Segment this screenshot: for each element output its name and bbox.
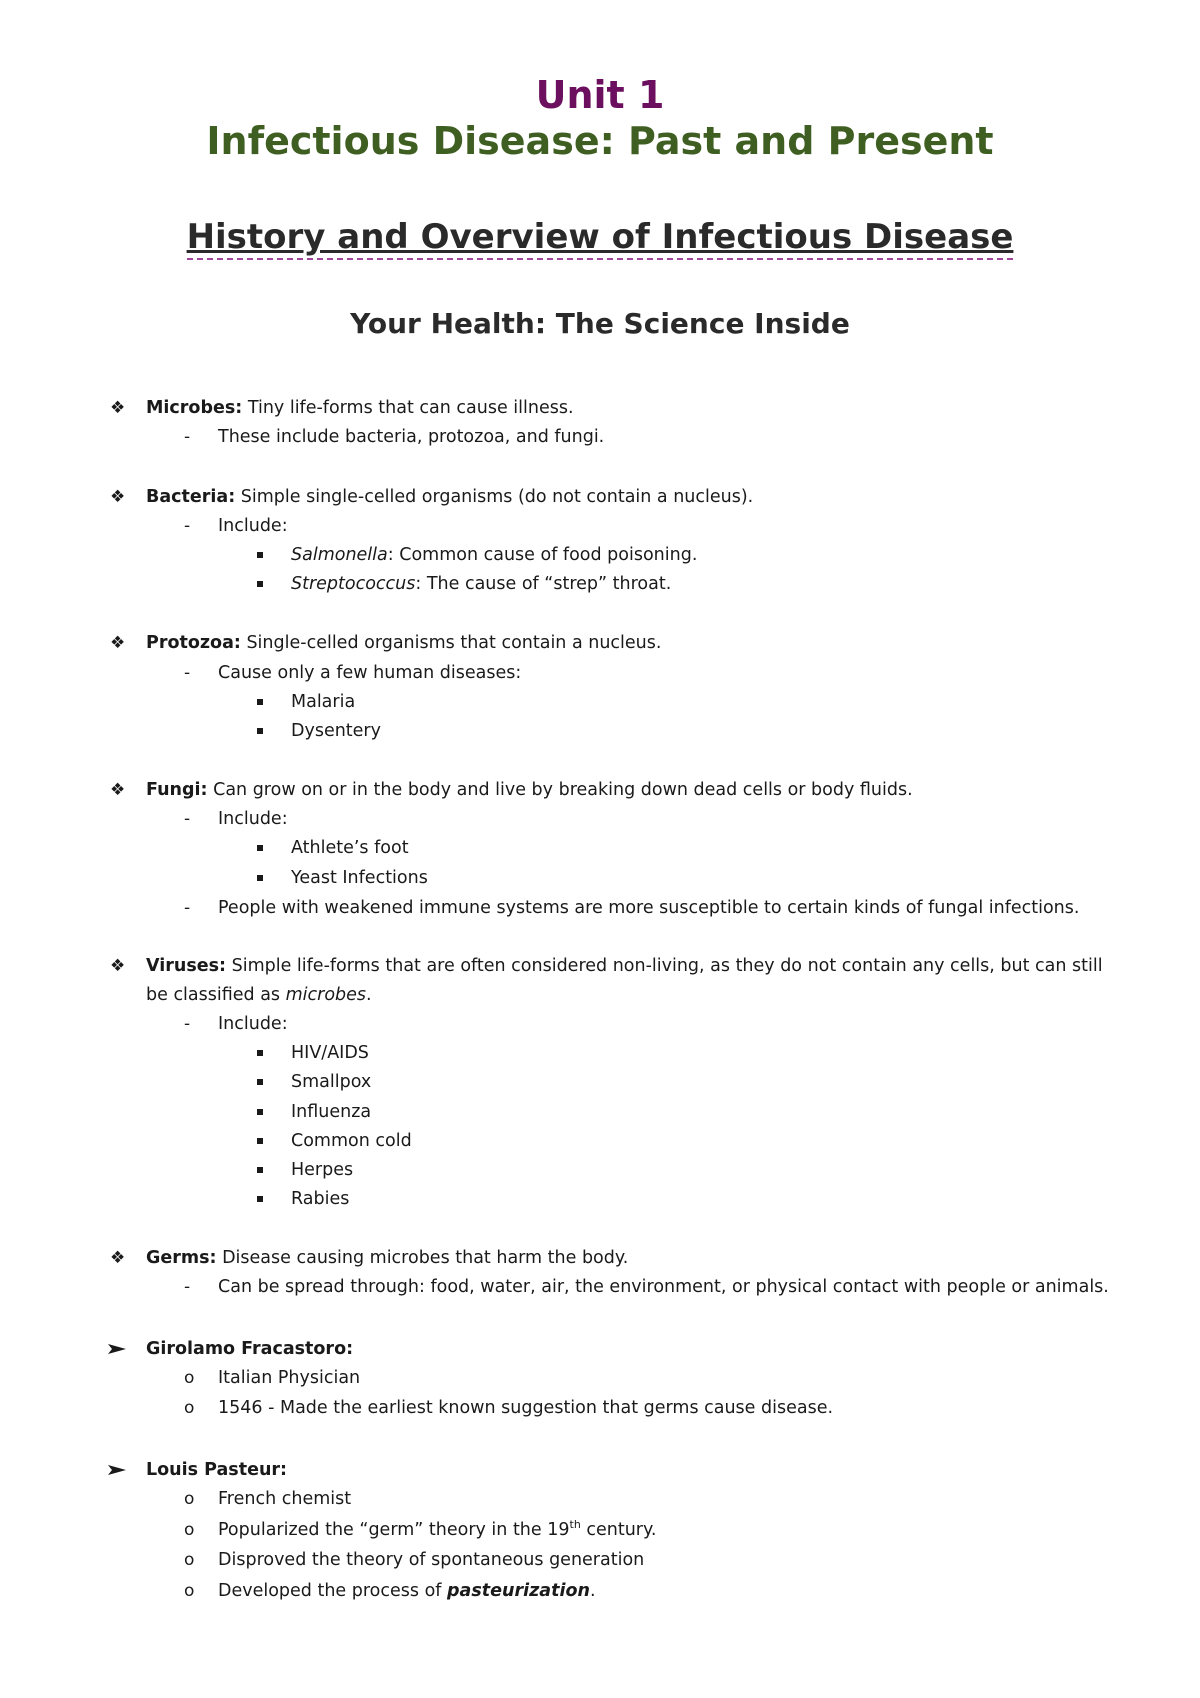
unit-subtitle: Infectious Disease: Past and Present — [206, 119, 994, 163]
term: Viruses: — [146, 956, 227, 976]
bacteria-line — [146, 485, 753, 509]
definition: Simple life-forms that are often considered non-living, as they do not contain any cells, but can still — [226, 956, 1103, 976]
circle-bullet-icon: o — [184, 1550, 195, 1570]
list-item: Rabies — [291, 1189, 350, 1209]
definition: Can grow on or in the body and live by breaking down dead cells or body fluids. — [207, 780, 913, 800]
fungi-line — [146, 778, 913, 802]
sub-heading: Your Health: The Science Inside — [350, 307, 850, 340]
arrow-bullet-icon — [108, 1342, 126, 1356]
list-item: Yeast Infections — [291, 868, 428, 888]
circle-bullet-icon: o — [184, 1520, 195, 1540]
dash-bullet-icon: - — [184, 809, 191, 829]
circle-bullet-icon: o — [184, 1581, 195, 1601]
square-bullet-icon — [257, 1050, 263, 1056]
list-item: Athlete’s foot — [291, 838, 409, 858]
list-item: Dysentery — [291, 721, 381, 741]
arrow-bullet-icon — [108, 1463, 126, 1477]
text: Popularized the “germ” theory in the 19 — [218, 1520, 570, 1540]
definition: Simple single-celled organisms (do not contain a nucleus). — [235, 487, 754, 507]
bacteria-sub: Include: — [218, 516, 288, 536]
term: Protozoa: — [146, 633, 241, 653]
list-item: Influenza — [291, 1102, 372, 1122]
germs-line — [146, 1246, 628, 1270]
diamond-bullet-icon: ❖ — [110, 780, 126, 800]
dash-bullet-icon: - — [184, 427, 191, 447]
list-item: Italian Physician — [218, 1368, 361, 1388]
viruses-line — [146, 954, 1103, 978]
square-bullet-icon — [257, 728, 263, 734]
text-bold-italic: pasteurization — [447, 1581, 590, 1601]
text-italic: microbes — [285, 985, 367, 1005]
list-item: Herpes — [291, 1160, 354, 1180]
superscript: th — [569, 1518, 581, 1532]
diamond-bullet-icon: ❖ — [110, 398, 126, 418]
fracastoro-name: Girolamo Fracastoro: — [146, 1339, 354, 1359]
diamond-bullet-icon: ❖ — [110, 1248, 126, 1268]
list-item: French chemist — [218, 1489, 352, 1509]
square-bullet-icon — [257, 1138, 263, 1144]
list-item: 1546 - Made the earliest known suggestion that germs cause disease. — [218, 1398, 834, 1418]
term: Bacteria: — [146, 487, 236, 507]
microbes-sub: These include bacteria, protozoa, and fungi. — [218, 427, 605, 447]
item-desc: : Common cause of food poisoning. — [387, 545, 698, 565]
term: Fungi: — [146, 780, 208, 800]
list-item: Smallpox — [291, 1072, 372, 1092]
definition: Disease causing microbes that harm the body. — [216, 1248, 629, 1268]
viruses-sub: Include: — [218, 1014, 288, 1034]
definition: Single-celled organisms that contain a nucleus. — [240, 633, 662, 653]
square-bullet-icon — [257, 845, 263, 851]
dash-bullet-icon: - — [184, 516, 191, 536]
term: Microbes: — [146, 398, 243, 418]
list-item — [291, 543, 697, 567]
square-bullet-icon — [257, 552, 263, 558]
square-bullet-icon — [257, 1167, 263, 1173]
protozoa-line — [146, 631, 661, 655]
diamond-bullet-icon: ❖ — [110, 633, 126, 653]
text: be classified as — [146, 985, 286, 1005]
definition: Tiny life-forms that can cause illness. — [242, 398, 574, 418]
microbes-line — [146, 396, 574, 420]
circle-bullet-icon: o — [184, 1489, 195, 1509]
dash-bullet-icon: - — [184, 663, 191, 683]
list-item: Malaria — [291, 692, 356, 712]
text: Developed the process of — [218, 1581, 448, 1601]
dash-bullet-icon: - — [184, 1014, 191, 1034]
square-bullet-icon — [257, 875, 263, 881]
list-item — [291, 572, 671, 596]
germs-sub: Can be spread through: food, water, air, the environment, or physical contact with people or animals. — [218, 1277, 1109, 1297]
unit-title: Unit 1 — [535, 73, 665, 117]
section-heading-text: History and Overview of Infectious Disease — [187, 217, 1014, 260]
list-item — [218, 1579, 596, 1603]
circle-bullet-icon: o — [184, 1398, 195, 1418]
list-item: HIV/AIDS — [291, 1043, 369, 1063]
protozoa-sub: Cause only a few human diseases: — [218, 663, 522, 683]
term: Germs: — [146, 1248, 217, 1268]
text: . — [589, 1581, 596, 1601]
square-bullet-icon — [257, 1109, 263, 1115]
item-name: Salmonella — [291, 545, 388, 565]
diamond-bullet-icon: ❖ — [110, 487, 126, 507]
list-item: Disproved the theory of spontaneous generation — [218, 1550, 645, 1570]
dash-bullet-icon: - — [184, 1277, 191, 1297]
circle-bullet-icon: o — [184, 1368, 195, 1388]
section-heading — [0, 216, 1200, 258]
square-bullet-icon — [257, 699, 263, 705]
fungi-sub: Include: — [218, 809, 288, 829]
square-bullet-icon — [257, 1079, 263, 1085]
list-item: Common cold — [291, 1131, 412, 1151]
item-name: Streptococcus — [291, 574, 416, 594]
square-bullet-icon — [257, 581, 263, 587]
text: . — [366, 985, 372, 1005]
text: century. — [580, 1520, 657, 1540]
item-desc: : The cause of “strep” throat. — [415, 574, 672, 594]
fungi-sub2: People with weakened immune systems are more susceptible to certain kinds of fungal infections. — [218, 898, 1080, 918]
viruses-line-2 — [146, 983, 372, 1007]
square-bullet-icon — [257, 1196, 263, 1202]
list-item — [218, 1518, 656, 1542]
pasteur-name: Louis Pasteur: — [146, 1460, 288, 1480]
diamond-bullet-icon: ❖ — [110, 956, 126, 976]
dash-bullet-icon: - — [184, 898, 191, 918]
